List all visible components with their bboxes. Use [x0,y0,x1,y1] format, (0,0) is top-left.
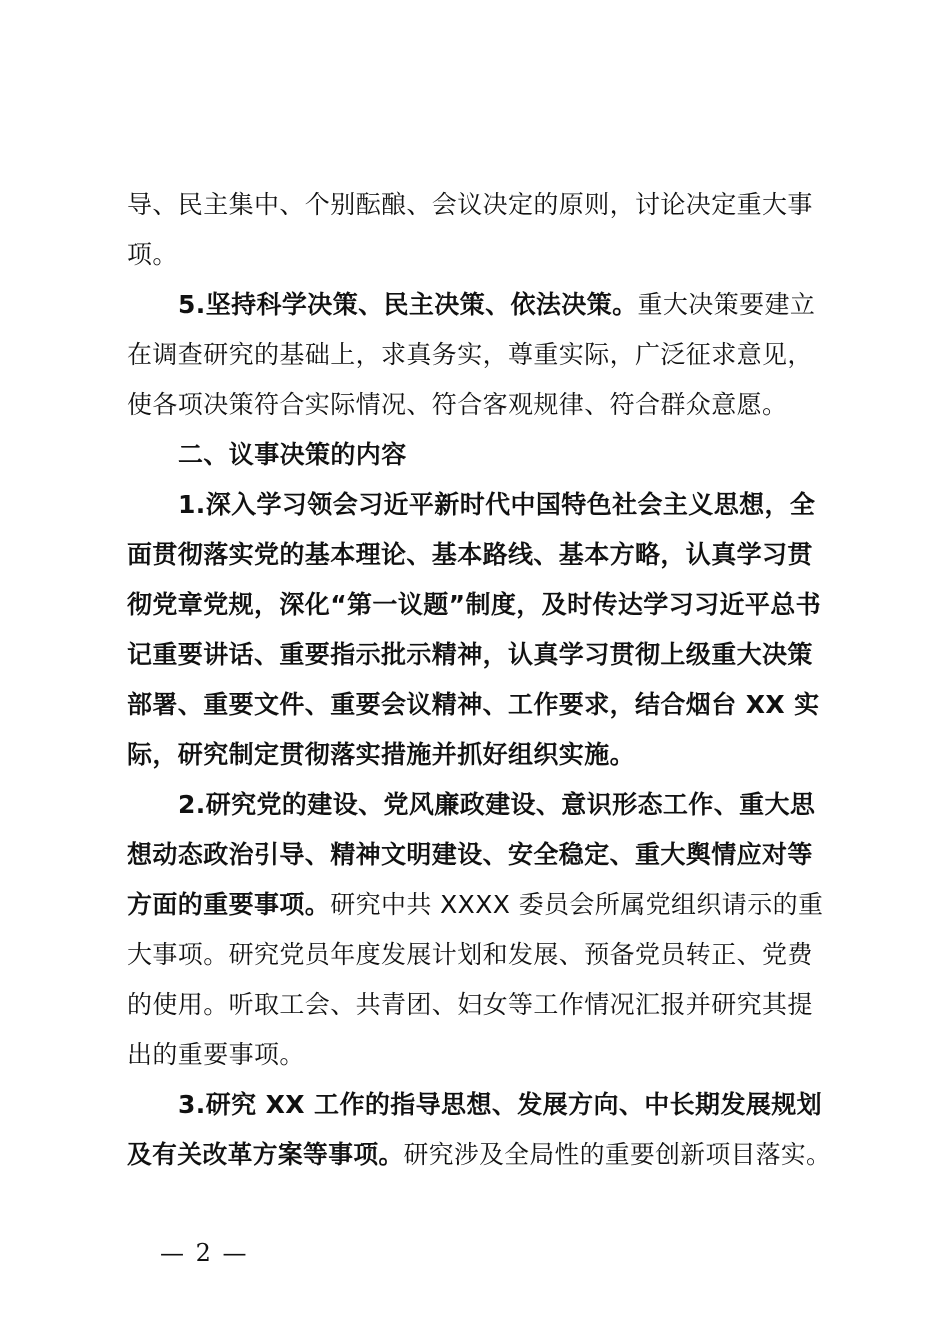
text-segment: 导、民主集中、个别酝酿、会议决定的原则，讨论决定重大事 [127,190,813,219]
text-segment-bold: 2.研究党的建设、党风廉政建设、意识形态工作、重大思 [178,790,816,819]
text-line [127,240,837,270]
text-line [127,840,837,870]
text-line [127,740,837,770]
text-segment: 出的重要事项。 [127,1040,305,1069]
section-heading [178,440,838,470]
text-segment: 重大决策要建立 [637,290,816,319]
text-segment-bold: 彻党章党规，深化“第一议题”制度，及时传达学习习近平总书 [127,590,822,619]
text-line [127,390,837,420]
text-segment-bold: 记重要讲话、重要指示批示精神，认真学习贯彻上级重大决策 [127,640,813,669]
text-line [127,540,837,570]
text-segment-bold: 际，研究制定贯彻落实措施并抓好组织实施。 [127,740,636,769]
text-segment-bold: 3.研究 XX 工作的指导思想、发展方向、中长期发展规划 [178,1090,823,1119]
text-line [127,1140,837,1170]
text-segment: 研究涉及全局性的重要创新项目落实。 [403,1140,832,1169]
text-line [127,340,837,370]
text-line [127,1040,837,1070]
text-segment: 项。 [127,240,178,269]
text-segment-bold: 想动态政治引导、精神文明建设、安全稳定、重大舆情应对等 [127,840,813,869]
paragraph-1-heading-line [178,490,838,520]
paragraph-2-heading-line [178,790,838,820]
text-line [127,990,837,1020]
text-segment-bold: 1.深入学习领会习近平新时代中国特色社会主义思想，全 [178,490,816,519]
text-segment-bold: 面贯彻落实党的基本理论、基本路线、基本方略，认真学习贯 [127,540,813,569]
page-number: — 2 — [160,1239,249,1267]
paragraph-5-heading-line [178,290,838,320]
text-segment: 在调查研究的基础上，求真务实，尊重实际，广泛征求意见， [127,340,813,369]
paragraph-3-heading-line [178,1090,838,1120]
text-segment-bold: 部署、重要文件、重要会议精神、工作要求，结合烟台 XX 实 [127,690,820,719]
text-line [127,190,837,220]
text-segment: 使各项决策符合实际情况、符合客观规律、符合群众意愿。 [127,390,788,419]
text-line [127,940,837,970]
text-line [127,890,837,920]
text-segment-bold: 及有关改革方案等事项。 [127,1140,404,1169]
text-line [127,690,837,720]
text-line [127,640,837,670]
text-segment: 研究中共 XXXX 委员会所属党组织请示的重 [330,890,824,919]
text-segment-bold: 5.坚持科学决策、民主决策、依法决策。 [178,290,638,319]
text-segment: 大事项。研究党员年度发展计划和发展、预备党员转正、党费 [127,940,813,969]
text-segment: 的使用。听取工会、共青团、妇女等工作情况汇报并研究其提 [127,990,813,1019]
text-segment-bold: 方面的重要事项。 [127,890,331,919]
text-line [127,590,837,620]
section-title: 二、议事决策的内容 [178,440,407,469]
